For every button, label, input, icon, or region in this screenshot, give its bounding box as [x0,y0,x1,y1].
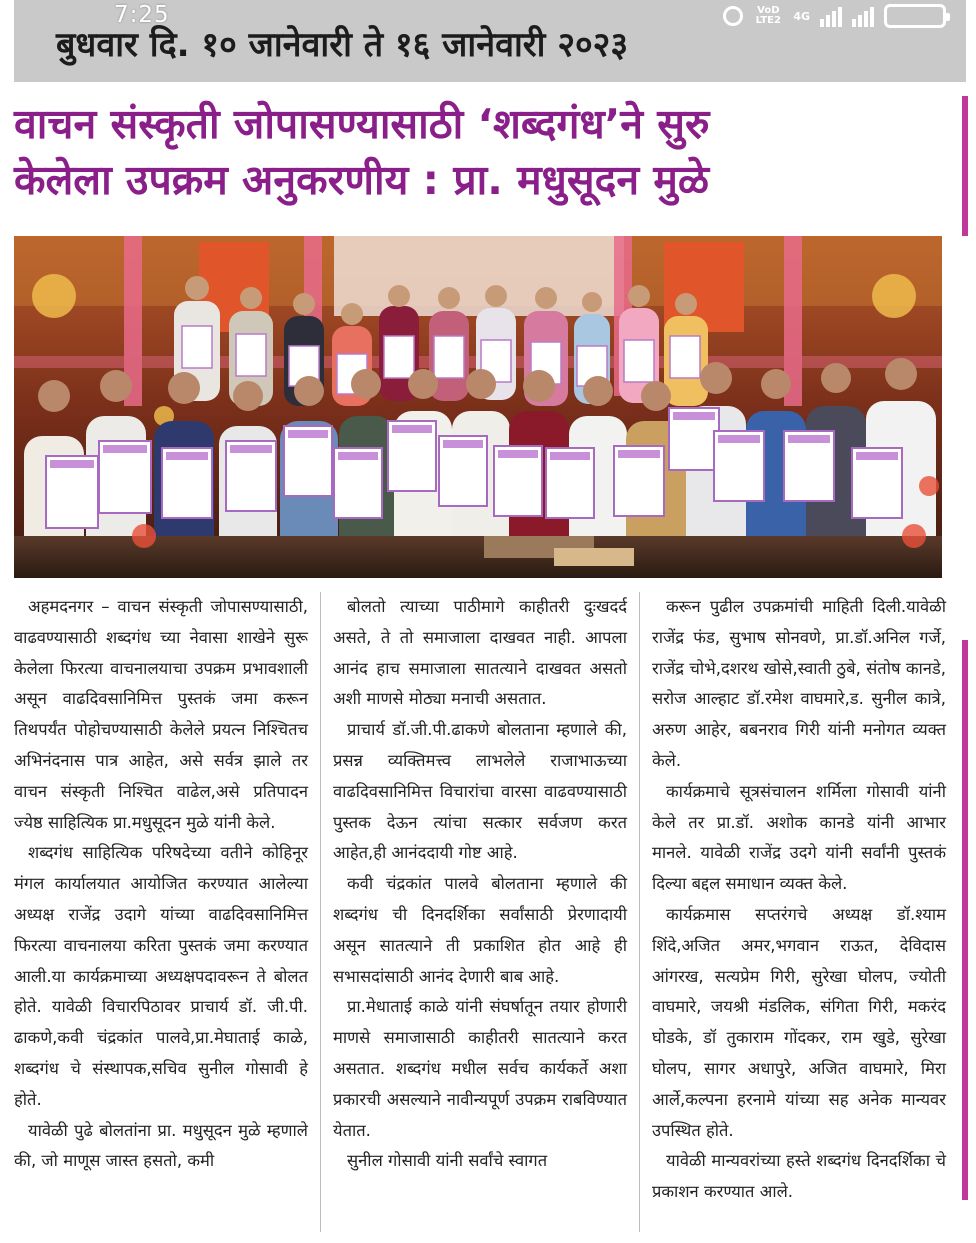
status-icons [723,3,946,29]
paragraph: शब्दगंध साहित्यिक परिषदेच्या वतीने कोहिनूर मंगल कार्यालयात आयोजित करण्यात आलेल्या अध्यक्ष राजेंद्र उदागे यांच्या वाढदिवसानिमित्त फिरत्या वाचनालया करिता पुस्तकं जमा करण्यात आली.या कार्यक्रमाच्या अध्यक्षपदावरून ते बोलत होते. यावेळी विचारपिठावर प्राचार्य डॉ. जी.पी. ढाकणे,कवी चंद्रकांत पालवे,प्रा.मेघाताई काळे, शब्दगंध चे संस्थापक,सचिव सुनील गोसावी हे होते. [14,843,308,1109]
event-photo [14,236,942,578]
volte-icon: VoD LTE2 [755,5,781,26]
status-time: 7:25 [114,2,170,28]
page-edge-rule [962,96,968,236]
headline-line-2: केलेला उपक्रम अनुकरणीय : प्रा. मधुसूदन मुळे [14,156,710,204]
paragraph: बोलतो त्याच्या पाठीमागे काहीतरी दुःखदर्द असते, ते तो समाजाला दाखवत नाही. आपला आनंद हाच समाजाला सातत्याने दाखवत असतो अशी माणसे मोठ्या मनाची असतात. [333,597,627,709]
battery-icon [884,4,946,28]
paragraph: यावेळी पुढे बोलतांना प्रा. मधुसूदन मुळे म्हणाले की, जो माणूस जास्त हसतो, कमी [14,1120,308,1171]
circle-status-icon [723,6,743,26]
paragraph: करून पुढील उपक्रमांची माहिती दिली.यावेळी राजेंद्र फंड, सुभाष सोनवणे, प्रा.डॉ.अनिल गर्जे, राजेंद्र चोभे,दशरथ खोसे,स्वाती ठुबे, संतोष कानडे, सरोज आल्हाट डॉ.रमेश वाघमारे,ड. सुनील कात्रे, अरुण आहेर, बबनराव गिरी यांनी मनोगत व्यक्त केले. [652,597,946,770]
column-divider [639,592,640,1232]
headline-line-1: वाचन संस्कृती जोपासण्यासाठी ‘शब्दगंध’ने सुरु [14,100,710,148]
event-photo-drawing [14,236,942,578]
paragraph: कवी चंद्रकांत पालवे बोलताना म्हणाले की शब्दगंध ची दिनदर्शिका सर्वांसाठी प्रेरणादायी असून सातत्याने ती प्रकाशित होत आहे ही सभासदांसाठी आनंद देणारी बाब आहे. [333,874,627,986]
page-edge-rule [962,640,968,1200]
signal-bars-icon [820,5,842,27]
article-column-2 [333,592,627,1177]
article-column-1 [14,592,308,1177]
paragraph: प्राचार्य डॉ.जी.पी.ढाकणे बोलताना म्हणाले की, प्रसन्न व्यक्तिमत्त्व लाभलेले राजाभाऊच्या वाढदिवसानिमित्त विचारांचा वारसा वाढवण्यासाठी पुस्तक देऊन त्यांचा सत्कार सर्वजण करत आहेत,ही आनंददायी गोष्ट आहे. [333,720,627,863]
paragraph: यावेळी मान्यवरांच्या हस्ते शब्दगंध दिनदर्शिका चे प्रकाशन करण्यात आले. [652,1151,946,1202]
signal-bars-icon [852,5,874,27]
paragraph: कार्यक्रमाचे सूत्रसंचालन शर्मिला गोसावी यांनी केले तर प्रा.डॉ. अशोक कानडे यांनी आभार मानले. यावेळी राजेंद्र उदगे यांनी सर्वांनी पुस्तकं दिल्या बद्दल समाधान व्यक्त केले. [652,781,946,894]
network-type-label: 4G [793,9,810,23]
column-divider [320,592,321,1232]
dateline-text: बुधवार दि. १० जानेवारी ते १६ जानेवारी २०२३ [56,25,629,65]
paragraph: कार्यक्रमास सप्तरंगचे अध्यक्ष डॉ.श्याम शिंदे,अजित अमर,भगवान राऊत, देविदास आंगरख, सत्यप्रेम गिरी, सुरेखा घोलप, ज्योती वाघमारे, जयश्री मंडलिक, संगिता गिरी, मकरंद घोडके, डॉ तुकाराम गोंदकर, राम खुडे, सुरेखा घोलप, सागर अधापुरे, अजित वाघमारे, मिरा आर्ले,कल्पना हरनामे यांच्या सह अनेक मान्यवर उपस्थित होते. [652,904,946,1140]
status-bar [0,0,976,30]
article-column-3 [652,592,946,1208]
paragraph: अहमदनगर – वाचन संस्कृती जोपासण्यासाठी, वाढवण्यासाठी शब्दगंध च्या नेवासा शाखेने सुरू केलेला फिरत्या वाचनालयाचा उपक्रम प्रभावशाली असून वाढदिवसानिमित्त पुस्तकं जमा करून तिथपर्यंत पोहोचण्यासाठी केलेले प्रयत्न निश्चितच अभिनंदनास पात्र आहेत, असे सर्वत्र झाले तर वाचन संस्कृती निश्चित वाढेल,असे प्रतिपादन ज्येष्ठ साहित्यिक प्रा.मधुसूदन मुळे यांनी केले. [14,597,308,832]
paragraph: सुनील गोसावी यांनी सर्वांचे स्वागत [347,1151,548,1171]
headline [14,96,954,208]
paragraph: प्रा.मेधाताई काळे यांनी संघर्षातून तयार होणारी माणसे समाजासाठी काहीतरी सातत्याने करत असतात. शब्दगंध मधील सर्वच कार्यकर्ते अशा प्रकारची असल्याने नावीन्यपूर्ण उपक्रम राबविण्यात येतात. [333,997,627,1140]
